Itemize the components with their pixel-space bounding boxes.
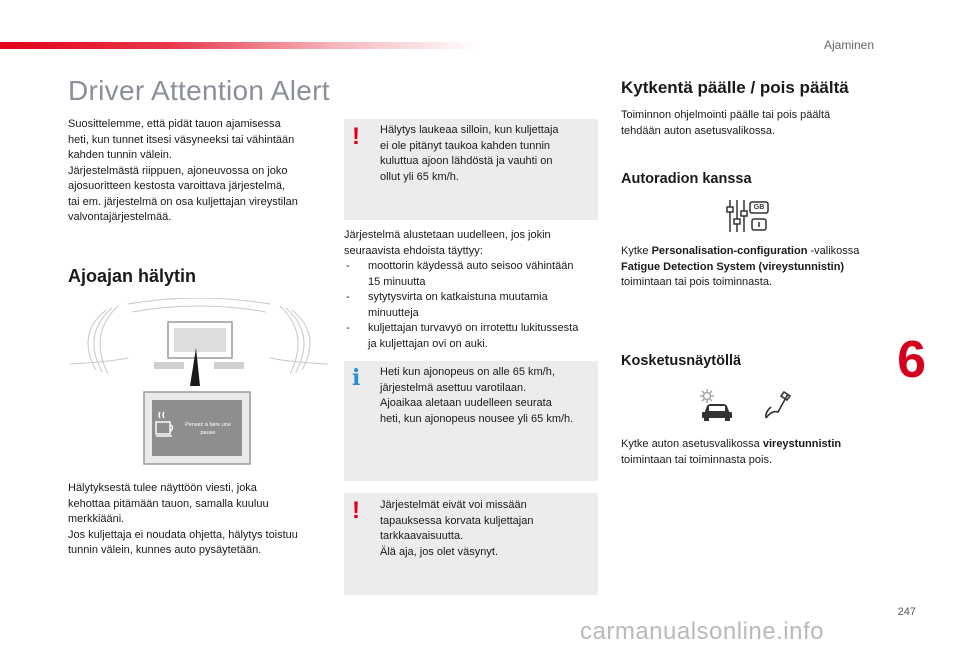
list-item-text: kuljettajan turvavyö on irrotettu lukitussesta ja kuljettajan ovi on auki. (368, 322, 579, 350)
list-item: - moottorin käydessä auto seisoo vähintään 15 minuutta (346, 260, 574, 288)
activation-intro-paragraph: Toiminnon ohjelmointi päälle tai pois päältä tehdään auton asetusvalikossa. (621, 109, 831, 137)
section-heading-radio: Autoradion kanssa (621, 171, 752, 187)
menu-name-personalisation: Personalisation-configuration (651, 245, 808, 257)
page-title: Driver Attention Alert (68, 75, 330, 106)
warning-exclamation-icon: ! (352, 123, 360, 150)
list-item-text: sytytysvirta on katkaistuna muutamia minuutteja (368, 291, 548, 319)
section-label: Ajaminen (823, 38, 874, 52)
radio-instructions: Kytke Personalisation-configuration -valikossa Fatigue Detection System (vireystunnistin) toimintaan tai pois toiminnasta. (621, 245, 860, 288)
section-heading-touchscreen: Kosketusnäytöllä (621, 353, 742, 369)
list-item-text: moottorin käydessä auto seisoo vähintään 15 minuutta (368, 260, 574, 288)
warning-text-responsibility: Järjestelmät eivät voi missään tapauksessa korvata kuljettajan tarkkaavaisuutta. Älä aja, jos olet väsynyt. (380, 499, 534, 558)
radio-language-label: GB (753, 204, 765, 211)
page-number: 247 (897, 606, 916, 618)
touchscreen-instructions: Kytke auton asetusvalikossa vireystunnistin toimintaan tai toiminnasta pois. (621, 438, 842, 466)
list-item: - sytytysvirta on katkaistuna muutamia minuutteja (346, 291, 548, 319)
menu-name-vireystunnistin: vireystunnistin (762, 438, 842, 450)
dashboard-illustration (68, 298, 330, 470)
alert-body-paragraph: Hälytyksestä tulee näyttöön viesti, joka kehottaa pitämään tauon, samalla kuuluu merkkiääni. Jos kuljettaja ei noudata ohjetta, hälytys toistuu tunnin välein, kunnes auto pysäytetään. (68, 482, 298, 556)
warning-exclamation-icon: ! (352, 497, 360, 524)
info-box-standby (344, 361, 598, 481)
warning-box-responsibility (344, 493, 598, 595)
reset-intro-paragraph: Järjestelmä alustetaan uudelleen, jos jokin seuraavista ehdoista täyttyy: (344, 229, 551, 257)
section-heading-driving-time: Ajoajan hälytin (68, 266, 197, 286)
warning-text-trigger: Hälytys laukeaa silloin, kun kuljettaja ei ole pitänyt taukoa kahden tunnin kuluttua ajoon lähdöstä ja vauhti on ollut yli 65 km/h. (380, 124, 559, 183)
radio-settings-icon (726, 198, 770, 234)
info-icon: i (352, 365, 361, 391)
driver-check-icon (762, 388, 794, 422)
info-text-standby: Heti kun ajonopeus on alle 65 km/h, järjestelmä asettuu varotilaan. Ajoaikaa aletaan uudelleen seurata heti, kun ajonopeus nousee yli 65 km/h. (380, 366, 574, 425)
intro-paragraph: Suosittelemme, että pidät tauon ajamisessa heti, kun tunnet itsesi väsyneeksi tai vähintään kahden tunnin välein. Järjestelmästä riippuen, ajoneuvossa on joko ajosuoritteen kestosta varoittava järjestelmä, tai em. järjestelmä on osa kuljettajan vireystilan valvontajärjestelmää. (68, 118, 298, 223)
list-item: - kuljettajan turvavyö on irrotettu lukitussesta ja kuljettajan ovi on auki. (346, 322, 579, 350)
car-settings-icon (698, 388, 734, 422)
chapter-number: 6 (897, 331, 926, 389)
reset-conditions-list (344, 259, 604, 352)
watermark: carmanualsonline.info (580, 618, 824, 645)
display-message-line2: pause (200, 430, 216, 436)
warning-box-trigger (344, 119, 598, 220)
section-heading-activation: Kytkentä päälle / pois päältä (621, 78, 849, 97)
header-accent-bar (0, 42, 480, 49)
display-message-line1: Pensez à faire une (185, 422, 231, 428)
menu-name-fatigue-detection: Fatigue Detection System (vireystunnistin) (621, 260, 845, 273)
